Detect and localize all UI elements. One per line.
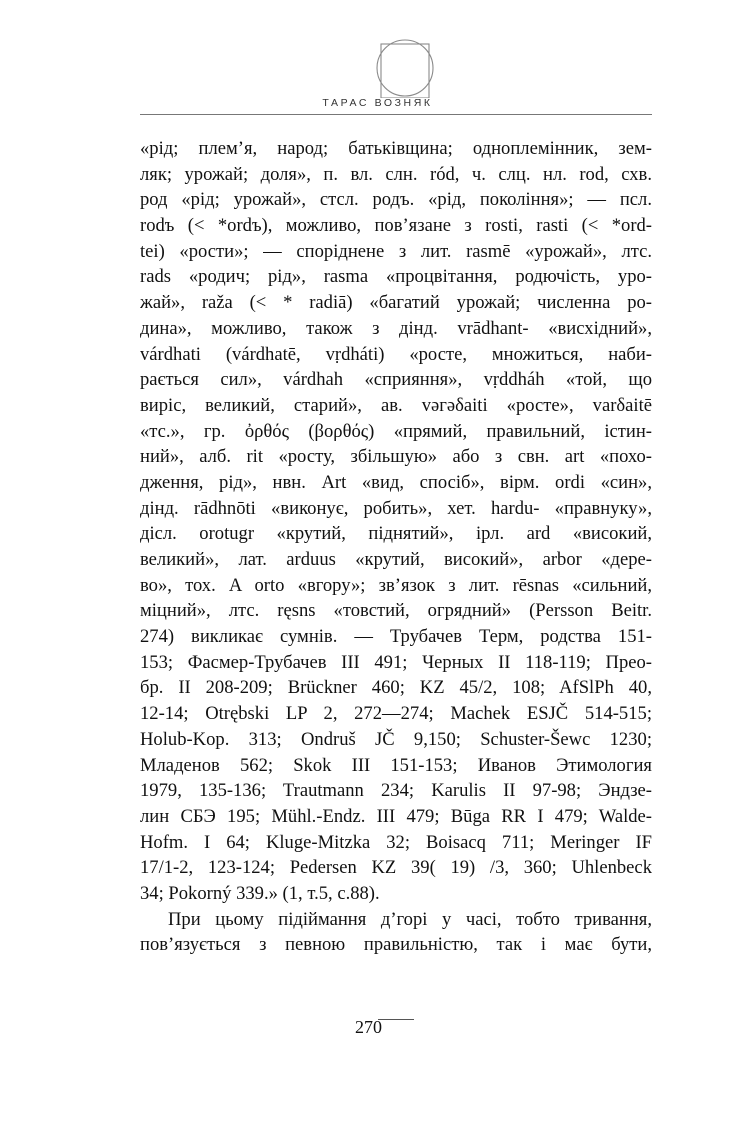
- text-line: 34; Pokorný 339.» (1, т.5, с.88).: [140, 882, 380, 904]
- running-header-author: ТАРАС ВОЗНЯК: [322, 97, 433, 109]
- header-rule: [140, 114, 652, 115]
- text-line: rads «родич; рід», rasma «процвітання, родючість, уро-: [140, 266, 652, 288]
- text-line: во», тох. A orto «вгору»; зв’язок з лит. rēsnas «сильний,: [140, 574, 652, 596]
- text-line: лин СБЭ 195; Mühl.-Endz. III 479; Būga RR I 479; Walde-: [140, 805, 652, 827]
- text-line: 1979, 135-136; Trautmann 234; Karulis II 97-98; Эндзе-: [140, 780, 652, 802]
- body-text: [140, 136, 652, 958]
- text-line: дина», можливо, також з дінд. vrādhant- «висхідний»,: [140, 317, 652, 339]
- text-line: міцний», лтс. ręsns «товстий, огрядний» (Persson Beitr.: [140, 600, 652, 622]
- text-line: дження, рід», нвн. Art «вид, спосіб», вірм. ordi «син»,: [140, 471, 652, 493]
- text-line: tei) «рости»; — споріднене з лит. rasmē «урожай», лтс.: [140, 240, 652, 262]
- text-line: рається сил», várdhah «сприяння», vṛddháh «той, що: [140, 369, 652, 391]
- text-line: «рід; плем’я, народ; батьківщина; одноплемінник, зем-: [140, 138, 652, 159]
- text-line: великий», лат. arduus «крутий, високий», arbor «дере-: [140, 549, 652, 570]
- text-line: «тс.», гр. ὀρθός (βορθός) «прямий, правильний, істин-: [140, 420, 652, 442]
- page-number: 270: [355, 1017, 382, 1037]
- text-line: бр. II 208-209; Brückner 460; KZ 45/2, 108; AfSlPh 40,: [140, 677, 652, 699]
- text-line: род «рід; урожай», стсл. родъ. «рід, покоління»; — псл.: [140, 189, 652, 211]
- text-line: várdhati (várdhatē, vṛdháti) «росте, множиться, наби-: [140, 343, 652, 365]
- text-line: жай», raža (< * radiā) «багатий урожай; численна ро-: [140, 292, 652, 314]
- text-line: Hofm. I 64; Kluge-Mitzka 32; Boisacq 711; Meringer IF: [140, 831, 652, 853]
- text-line: 17/1-2, 123-124; Pedersen KZ 39( 19) /3, 360; Uhlenbeck: [140, 857, 652, 879]
- text-line-paragraph-start: При цьому підіймання д’горі у часі, тобто тривання,: [168, 908, 652, 930]
- text-line: 274) викликає сумнів. — Трубачев Терм, родства 151-: [140, 626, 652, 648]
- text-line: ляк; урожай; доля», п. вл. слн. ród, ч. слц. нл. rod, схв.: [140, 163, 652, 185]
- text-line: Младенов 562; Skok III 151-153; Иванов Этимология: [140, 754, 652, 776]
- text-line: 153; Фасмер-Трубачев III 491; Черных II 118-119; Прео-: [140, 651, 652, 673]
- text-line: 12-14; Otrębski LP 2, 272—274; Machek ESJČ 514-515;: [140, 703, 652, 725]
- text-line: ний», алб. rit «росту, збільшую» або з свн. art «похо-: [140, 446, 652, 468]
- text-line: дісл. orotugr «крутий, піднятий», ірл. ard «високий,: [140, 523, 652, 545]
- text-line: виріс, великий, старий», ав. vəгəδaiti «росте», varδaitē: [140, 394, 652, 416]
- text-line: rodъ (< *ordъ), можливо, пов’язане з rosti, rasti (< *ord-: [140, 215, 652, 237]
- text-line: дінд. rādhnōti «виконує, робить», хет. hardu- «правнуку»,: [140, 497, 652, 519]
- text-line: пов’язується з певною правильністю, так і має бути,: [140, 934, 652, 956]
- text-line: Holub-Kop. 313; Ondruš JČ 9,150; Schuster-Šewc 1230;: [140, 728, 652, 750]
- author-logo-icon: [369, 38, 441, 98]
